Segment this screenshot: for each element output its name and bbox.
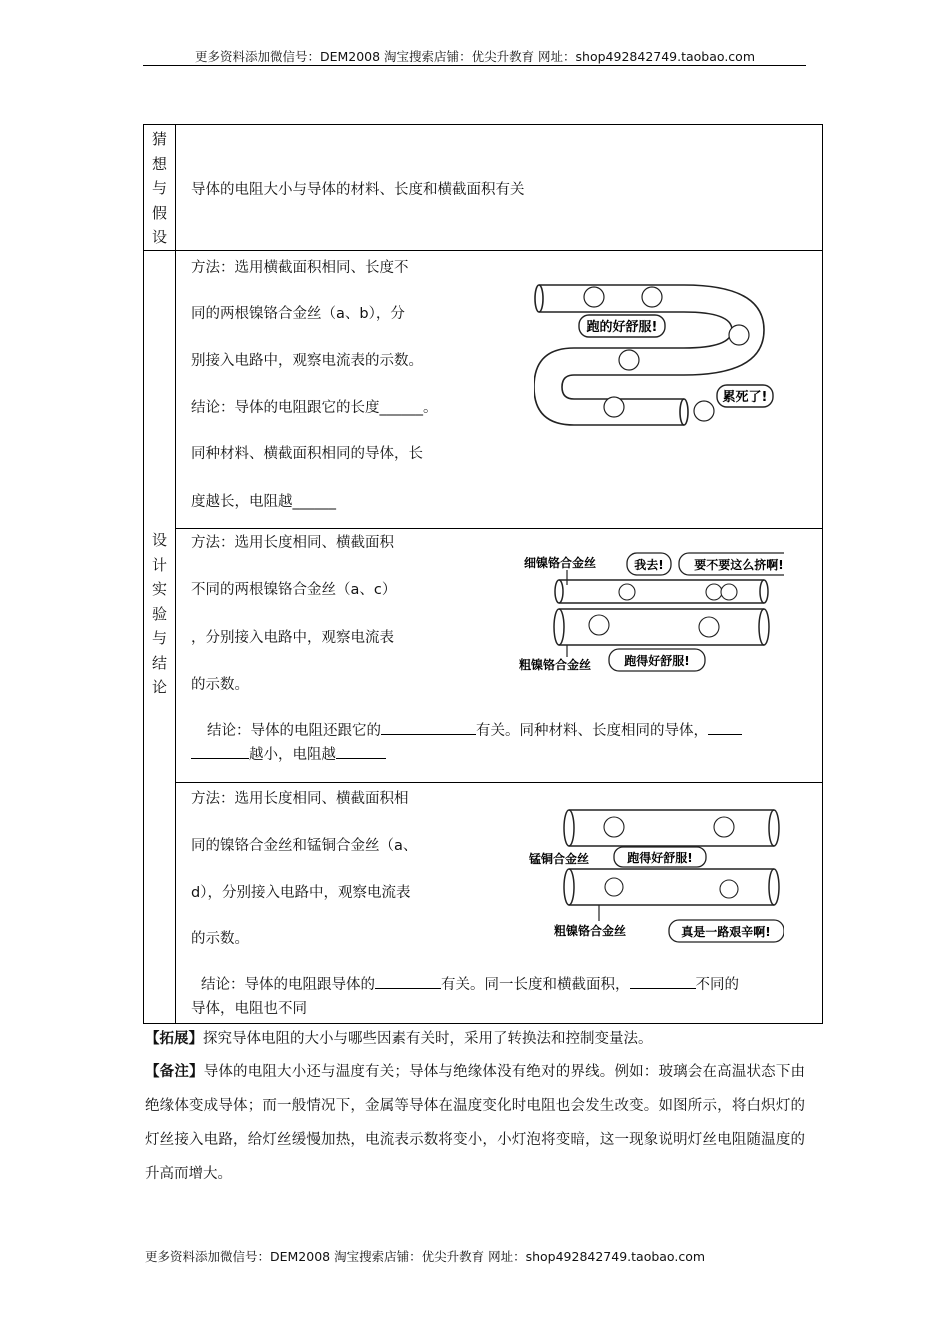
svg-text:真是一路艰辛啊!: 真是一路艰辛啊! — [681, 925, 771, 939]
svg-text:我去!: 我去! — [634, 558, 664, 572]
svg-text:细镍铬合金丝: 细镍铬合金丝 — [524, 556, 597, 570]
svg-text:跑得好舒服!: 跑得好舒服! — [624, 654, 690, 668]
svg-text:要不要这么挤啊!: 要不要这么挤啊! — [694, 558, 784, 572]
exp3-illustration — [529, 805, 784, 947]
svg-text:跑的好舒服!: 跑的好舒服! — [586, 320, 658, 335]
hypothesis-label: 猜 想 与 假 设 — [151, 130, 167, 246]
exp1-bubble-1 — [579, 315, 665, 337]
svg-text:跑得好舒服!: 跑得好舒服! — [627, 851, 693, 865]
exp1-bubble-2 — [717, 385, 773, 407]
exp2-bubble-3 — [609, 649, 705, 671]
svg-text:粗镍铬合金丝: 粗镍铬合金丝 — [519, 658, 592, 672]
svg-text:粗镍铬合金丝: 粗镍铬合金丝 — [554, 924, 627, 938]
experiment-table: 猜 想 与 假 设 导体的电阻大小与导体的材料、长度和横截面积有关 设 计 实 验 与 结 论 方法：选用横截面积相同、长度不 同的两根镍铬合金丝（a、b），分 别接入电路中，观察电流表的示数。 结论：导体的电阻跟它的长度______。 同种材料、横截面积相同的导体，长 度越长，电阻越______ 跑的好舒服! 累死了! 方法：选用长度相同、横截面积 不同的两根镍铬合金丝（a、c） ，分别接入电路中，观察电流表 的示数。 结论：导体的电阻还跟它的 有关。同种材料、长度相同的导体， 越小，电阻越 细镍铬合金丝 我去! 要不要这么挤啊! 粗镍铬合金丝 跑得好舒服! 方法：选用长度相同、横截面积相 同的镍铬合金丝和锰铜合金丝（a、 d），分别接入电路中，观察电流表 的示数。 结论：导体的电阻跟导体的 有关。同一长度和横截面积， 不同的 导体，电阻也不同 锰铜合金丝 跑得好舒服! 粗镍铬合金丝 真是一路艰辛啊! — [143, 124, 823, 1024]
exp3-bubble-1 — [614, 847, 706, 867]
extension-paragraph: 【拓展】探究导体电阻的大小与哪些因素有关时，采用了转换法和控制变量法。 — [145, 1031, 653, 1047]
exp3-conclusion: 结论：导体的电阻跟导体的 有关。同一长度和横截面积， 不同的 导体，电阻也不同 — [191, 973, 816, 1021]
row-divider-2 — [175, 528, 822, 529]
note-paragraph: 【备注】导体的电阻大小还与温度有关；导体与绝缘体没有绝对的界线。例如：玻璃会在高温状态下由绝缘体变成导体；而一般情况下，金属等导体在温度变化时电阻也会发生改变。如图所示，将白炽灯的灯丝接入电路，给灯丝缓慢加热，电流表示数将变小，小灯泡将变暗，这一现象说明灯丝电阻随温度的升高而增大。 — [145, 1064, 806, 1182]
exp3-bubble-2 — [669, 920, 784, 942]
page-footer: 更多资料添加微信号：DEM2008 淘宝搜索店铺：优尖升教育 网址：shop492842749.taobao.com — [145, 1249, 706, 1264]
label-column-divider — [175, 125, 176, 1023]
exp2-conclusion: 结论：导体的电阻还跟它的 有关。同种材料、长度相同的导体， 越小，电阻越 — [191, 719, 816, 767]
svg-text:累死了!: 累死了! — [722, 390, 768, 405]
exp2-illustration — [519, 545, 784, 675]
row-divider-3 — [175, 782, 822, 783]
header-rule — [143, 65, 806, 66]
svg-text:锰铜合金丝: 锰铜合金丝 — [529, 852, 590, 866]
hypothesis-text: 导体的电阻大小与导体的材料、长度和横截面积有关 — [191, 182, 525, 198]
page-header: 更多资料添加微信号：DEM2008 淘宝搜索店铺：优尖升教育 网址：shop492842749.taobao.com — [194, 49, 756, 64]
exp2-bubble-1 — [627, 553, 671, 575]
exp2-bubble-2 — [679, 553, 784, 575]
exp1-illustration — [534, 275, 774, 437]
design-label: 设 计 实 验 与 结 论 — [151, 531, 167, 696]
row-divider-1 — [144, 250, 822, 251]
